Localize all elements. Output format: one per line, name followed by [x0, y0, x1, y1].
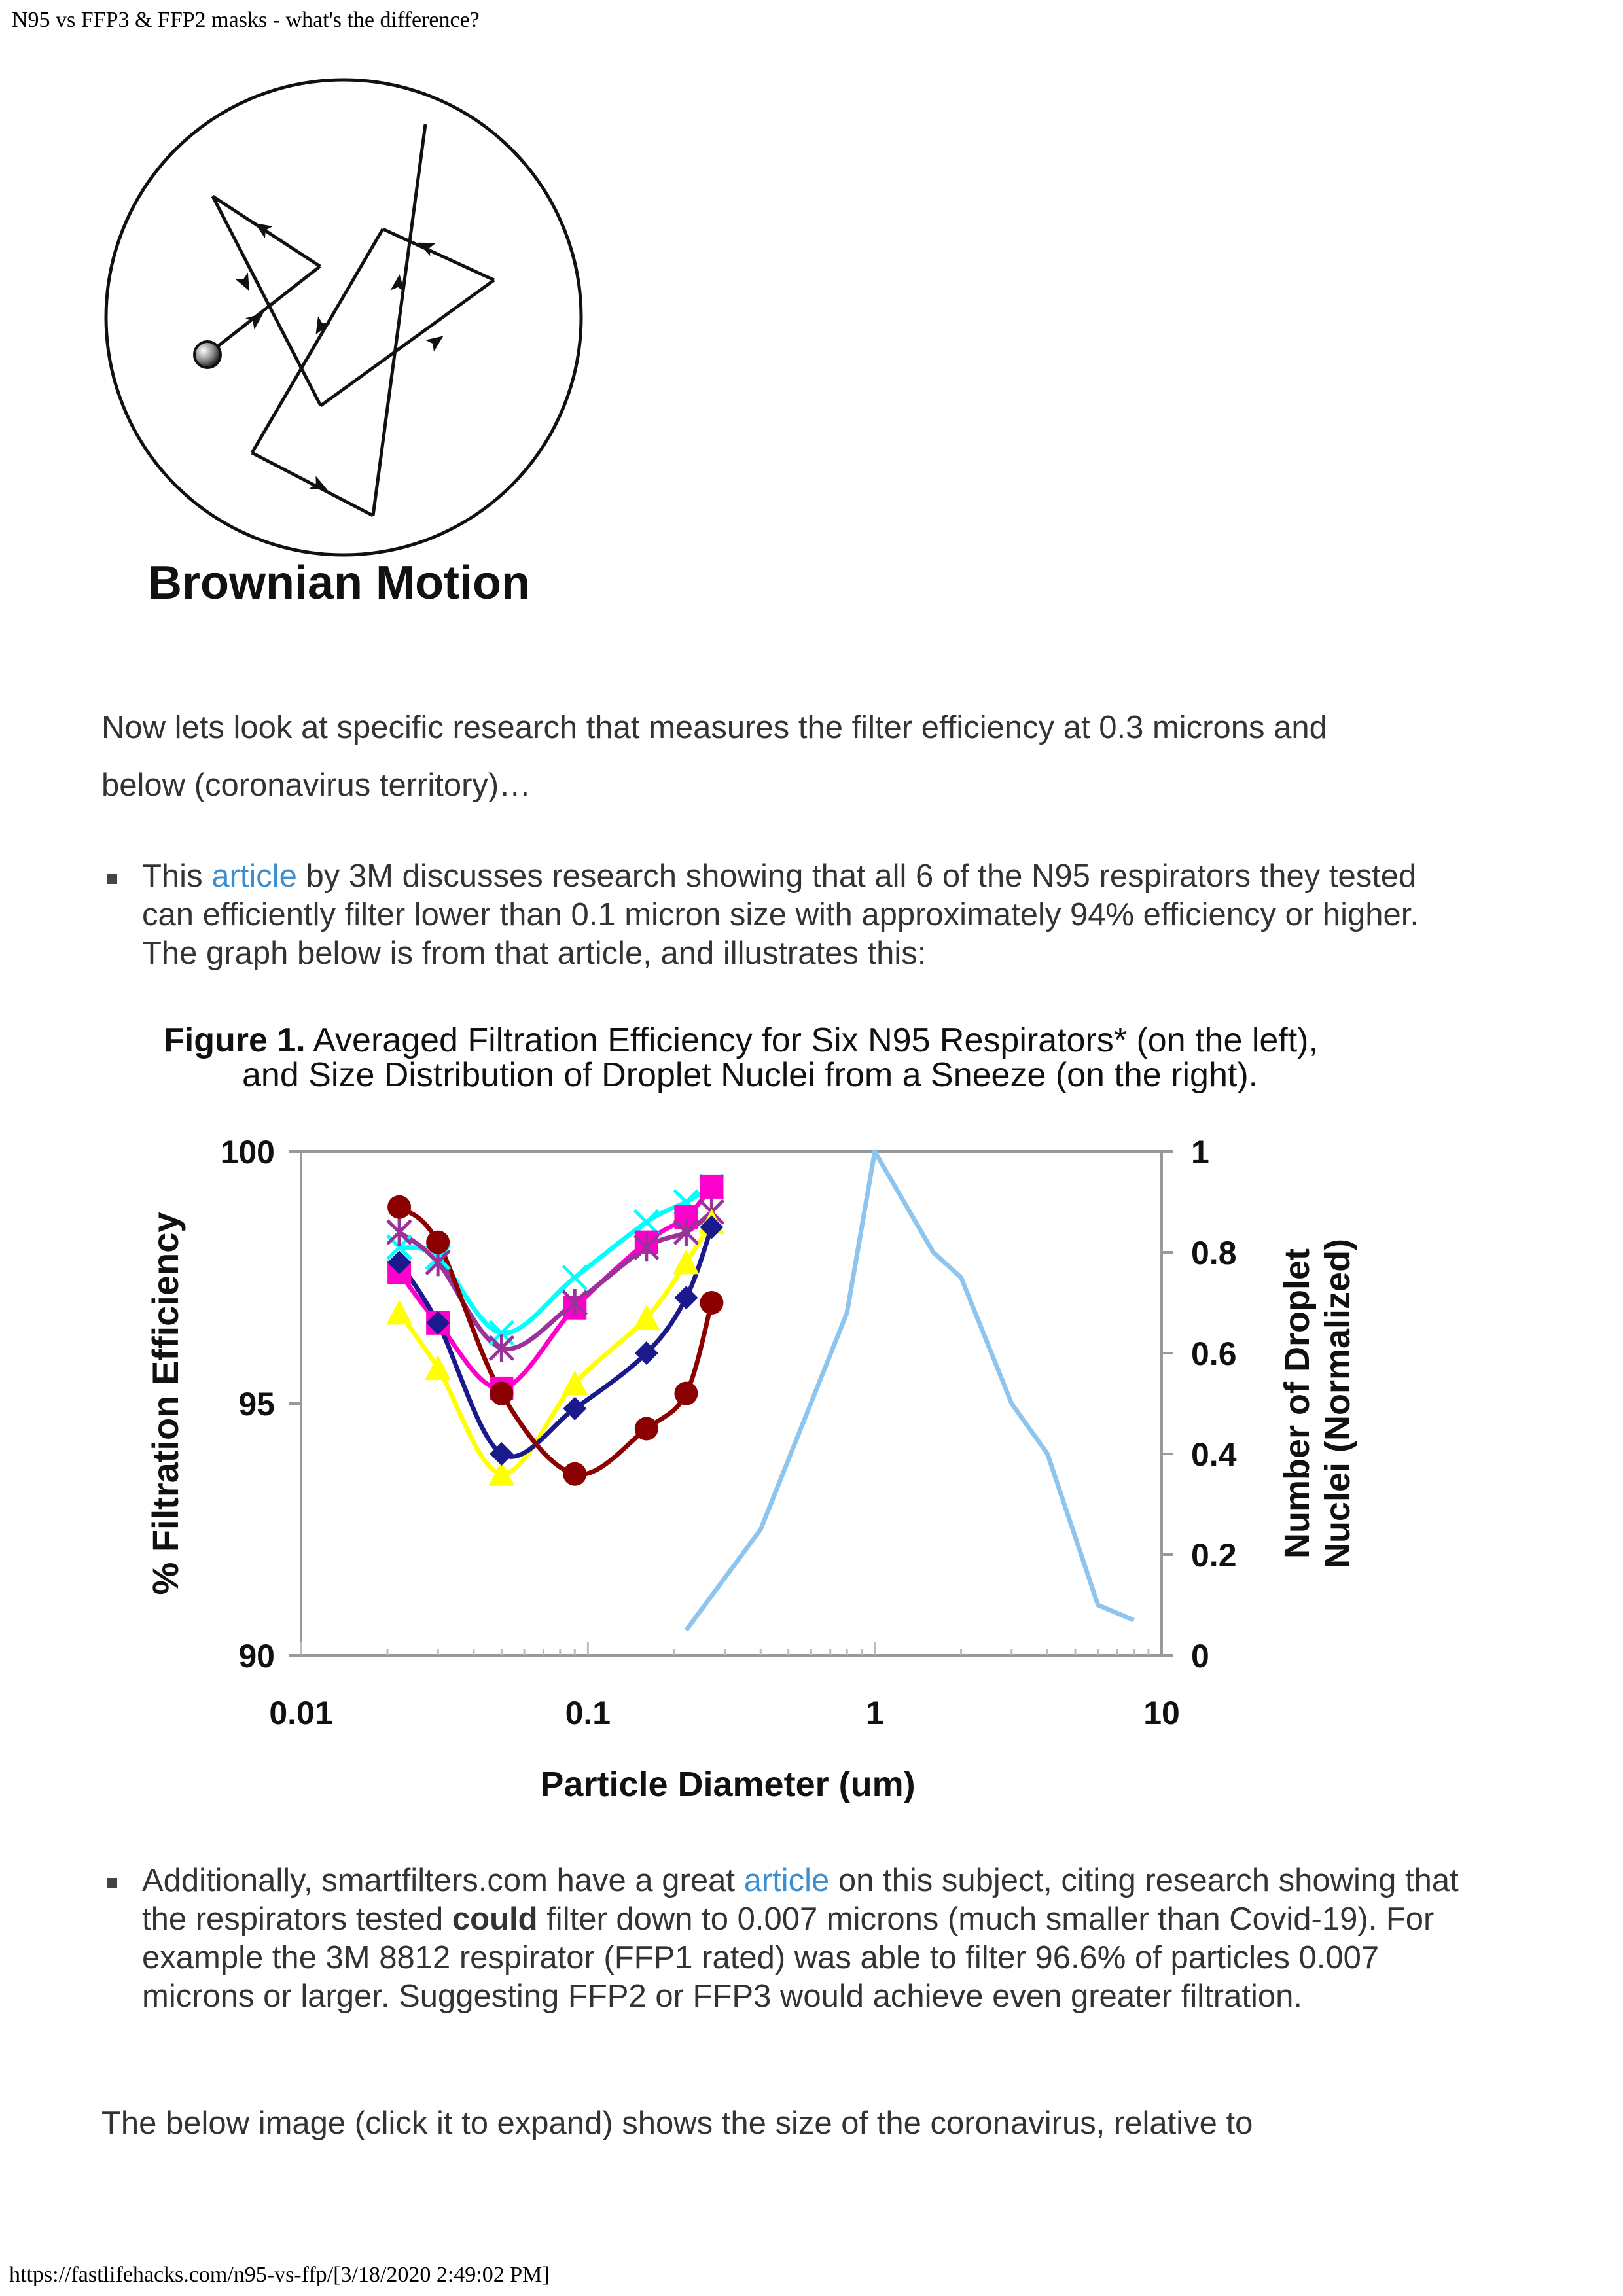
x-tick-label: 0.1	[565, 1695, 611, 1731]
y-right-tick-label: 0.4	[1191, 1436, 1237, 1473]
data-point-circle	[635, 1417, 658, 1441]
x-tick-label: 1	[865, 1695, 884, 1731]
data-point-circle	[426, 1231, 450, 1254]
y-right-axis-label-line-2: Nuclei (Normalized)	[1318, 1238, 1357, 1569]
bullet-text: This article by 3M discusses research showing that all 6 of the N95 respirators they tested can efficiently filter lower than 0.1 micron size with approximately 94% efficiency or higher. The graph below is from that article, and illustrates this:	[142, 858, 1419, 971]
article-link-smartfilters[interactable]: article	[743, 1863, 830, 1898]
bullet-item-smartfilters	[101, 1862, 1463, 2016]
figure-1-chart	[131, 1011, 1414, 1816]
boundary-circle	[106, 80, 581, 555]
x-tick-label: 10	[1143, 1695, 1180, 1731]
bullet-text: Additionally, smartfilters.com have a great article on this subject, citing research showing that the respirators tested could filter down to 0.007 microns (much smaller than Covid-19). For example the 3M 8812 respirator (FFP1 rated) was able to filter 96.6% of particles 0.007 microns or larger. Suggesting FFP2 or FFP3 would achieve even greater filtration.	[142, 1863, 1459, 2014]
intro-paragraph	[101, 699, 1476, 814]
bullet-square-icon	[107, 874, 117, 884]
y-left-tick-label: 95	[238, 1386, 275, 1422]
data-point-circle	[490, 1382, 513, 1405]
brownian-motion-diagram	[92, 65, 602, 628]
x-axis-label: Particle Diameter (um)	[540, 1765, 916, 1804]
figure-title-text-1: Averaged Filtration Efficiency for Six N95 Respirators* (on the left),	[305, 1021, 1318, 1059]
y-left-tick-label: 100	[220, 1134, 275, 1171]
y-right-tick-label: 0	[1191, 1638, 1209, 1674]
print-header: N95 vs FFP3 & FFP2 masks - what's the difference?	[12, 8, 480, 32]
bullet-square-icon	[107, 1878, 117, 1888]
y-left-axis-label: % Filtration Efficiency	[145, 1212, 186, 1595]
intro-line-1: Now lets look at specific research that measures the filter efficiency at 0.3 microns and	[101, 710, 1327, 745]
article-link-3m[interactable]: article	[211, 858, 297, 894]
bullet-item-3m-article	[101, 857, 1463, 973]
particle-ball	[194, 342, 221, 368]
figure-title-line-1	[164, 1021, 1318, 1059]
y-right-axis-label-line-1: Number of Droplet	[1277, 1248, 1317, 1559]
outro-paragraph: The below image (click it to expand) shows the size of the coronavirus, relative to	[101, 2106, 1253, 2141]
figure-title-bold: Figure 1.	[164, 1021, 306, 1059]
intro-line-2: below (coronavirus territory)…	[101, 768, 531, 803]
brownian-caption: Brownian Motion	[148, 557, 530, 609]
y-right-tick-label: 0.2	[1191, 1537, 1237, 1574]
data-point-circle	[387, 1195, 411, 1219]
y-right-tick-label: 1	[1191, 1134, 1209, 1171]
x-tick-label: 0.01	[269, 1695, 333, 1731]
data-point-circle	[700, 1291, 723, 1315]
data-point-square	[700, 1175, 723, 1199]
y-right-tick-label: 0.6	[1191, 1335, 1237, 1372]
data-point-circle	[563, 1462, 586, 1486]
figure-title-line-2: and Size Distribution of Droplet Nuclei from a Sneeze (on the right).	[242, 1056, 1258, 1094]
print-footer: https://fastlifehacks.com/n95-vs-ffp/[3/18/2020 2:49:02 PM]	[9, 2263, 550, 2287]
y-left-tick-label: 90	[238, 1638, 275, 1674]
data-point-circle	[674, 1382, 698, 1405]
y-right-tick-label: 0.8	[1191, 1235, 1237, 1271]
